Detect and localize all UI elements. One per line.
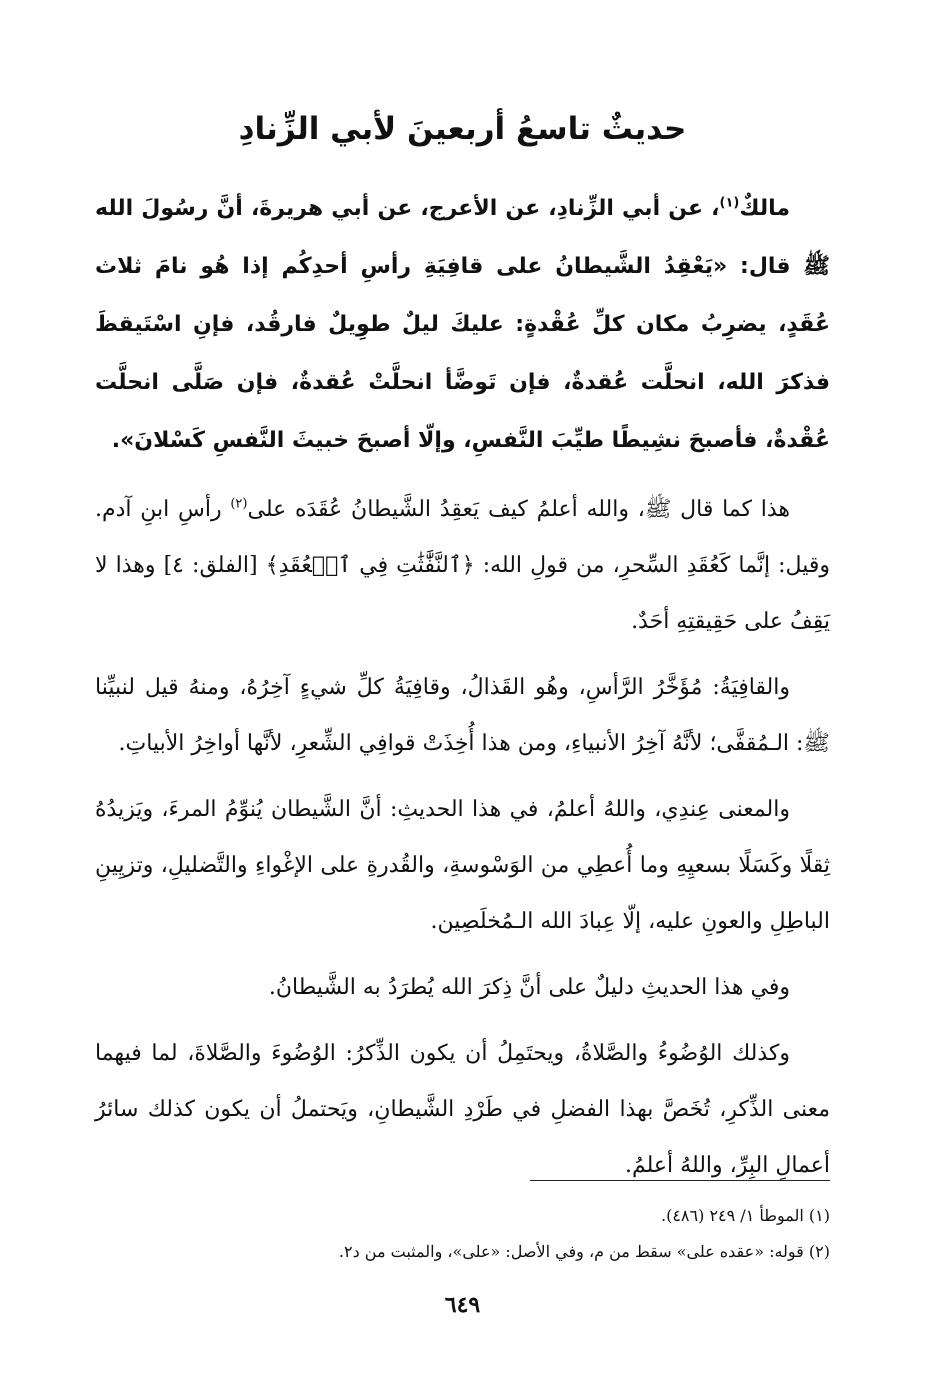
commentary-paragraph-2: والقافِيَةُ: مُؤَخَّرُ الرَّأسِ، وهُو القَذالُ، وقافِيَةُ كلِّ شيءٍ آخِرُهُ، ومنهُ قيل لنبيِّنا ﷺ: الـمُقفَّى؛ لأنَّهُ آخِرُ الأنبياءِ، ومن هذا أُخِذَتْ قوافِي الشِّعرِ، لأنَّها أواخِرُ الأبياتِ.: [95, 675, 830, 756]
commentary-paragraph-1: [95, 482, 830, 650]
footnote-2: (٢) قوله: «عقده على» سقط من م، وفي الأصل: «على»، والمثبت من د٢.: [338, 1242, 830, 1261]
hadith-paragraph: [95, 180, 830, 470]
footnote-ref-1: (١): [719, 195, 740, 211]
footnote-divider: [530, 1180, 830, 1181]
main-text: [95, 180, 830, 1204]
page-title: حديثٌ تاسعُ أربعينَ لأبي الزِّنادِ: [238, 111, 687, 147]
hadith-narrator: مالكٌ: [739, 196, 790, 221]
page-number: ٦٤٩: [444, 1292, 481, 1318]
commentary-paragraph-3: والمعنى عِندِي، واللهُ أعلمُ، في هذا الحديثِ: أنَّ الشَّيطان يُنوِّمُ المرءَ، ويَزيدُهُ ثِقلًا وكَسَلًا بسعيِهِ وما أُعطِي من الوَسْوسةِ، والقُدرةِ على الإغْواءِ والتَّضليلِ، وتزيِينِ الباطِلِ والعونِ عليه، إلّا عِبادَ الله الـمُخلَصِين.: [95, 797, 830, 934]
footnote-1: (١) الموطأ ١/ ٢٤٩ (٤٨٦).: [661, 1206, 830, 1225]
footnote-ref-2: (٢): [230, 496, 248, 512]
commentary-text: رأسِ ابنِ آدم. وقيل: إنَّما كَعُقَدِ السِّحرِ، من قولِ الله: ﴿ٱلنَّفَّٰثَٰتِ فِي ٱلۡعُقَدِ﴾ [الفلق: ٤] وهذا لا يَقِفُ على حَقِيقتِهِ أحَدٌ.: [95, 497, 830, 634]
footnotes: [95, 1198, 830, 1270]
hadith-text: ، عن أبي الزِّنادِ، عن الأعرج، عن أبي هريرةَ، أنَّ رسُولَ الله ﷺ قال: «يَعْقِدُ الشَّيطانُ على قافِيَةِ رأسِ أحدِكُم إذا هُو نامَ ثلاث عُقَدٍ، يضرِبُ مكان كلِّ عُقْدةٍ: عليكَ ليلٌ طوِيلٌ فارقُد، فإنِ اسْتَيقظَ فذكرَ الله، انحلَّت عُقدةٌ، فإن تَوضَّأ انحلَّتْ عُقدةٌ، فإن صَلَّى انحلَّت عُقْدةٌ، فأصبحَ نشِيطًا طيِّبَ النَّفسِ، وإلّا أصبحَ خبيثَ النَّفسِ كَسْلانَ».: [95, 196, 830, 453]
commentary-text: هذا كما قال ﷺ، والله أعلمُ كيف يَعقِدُ الشَّيطانُ عُقَدَه على: [247, 497, 791, 522]
commentary-paragraph-5: وكذلك الوُضُوءُ والصَّلاةُ، ويحتَمِلُ أن يكون الذِّكرُ: الوُضُوءَ والصَّلاةَ، لما فيهما معنى الذِّكرِ، تُخَصَّ بهذا الفضلِ في طَرْدِ الشَّيطانِ، ويَحتملُ أن يكون كذلك سائرُ أعمالِ البِرِّ، واللهُ أعلمُ.: [95, 1041, 830, 1178]
commentary-paragraph-4: وفي هذا الحديثِ دليلٌ على أنَّ ذِكرَ الله يُطرَدُ به الشَّيطانُ.: [268, 975, 790, 1000]
